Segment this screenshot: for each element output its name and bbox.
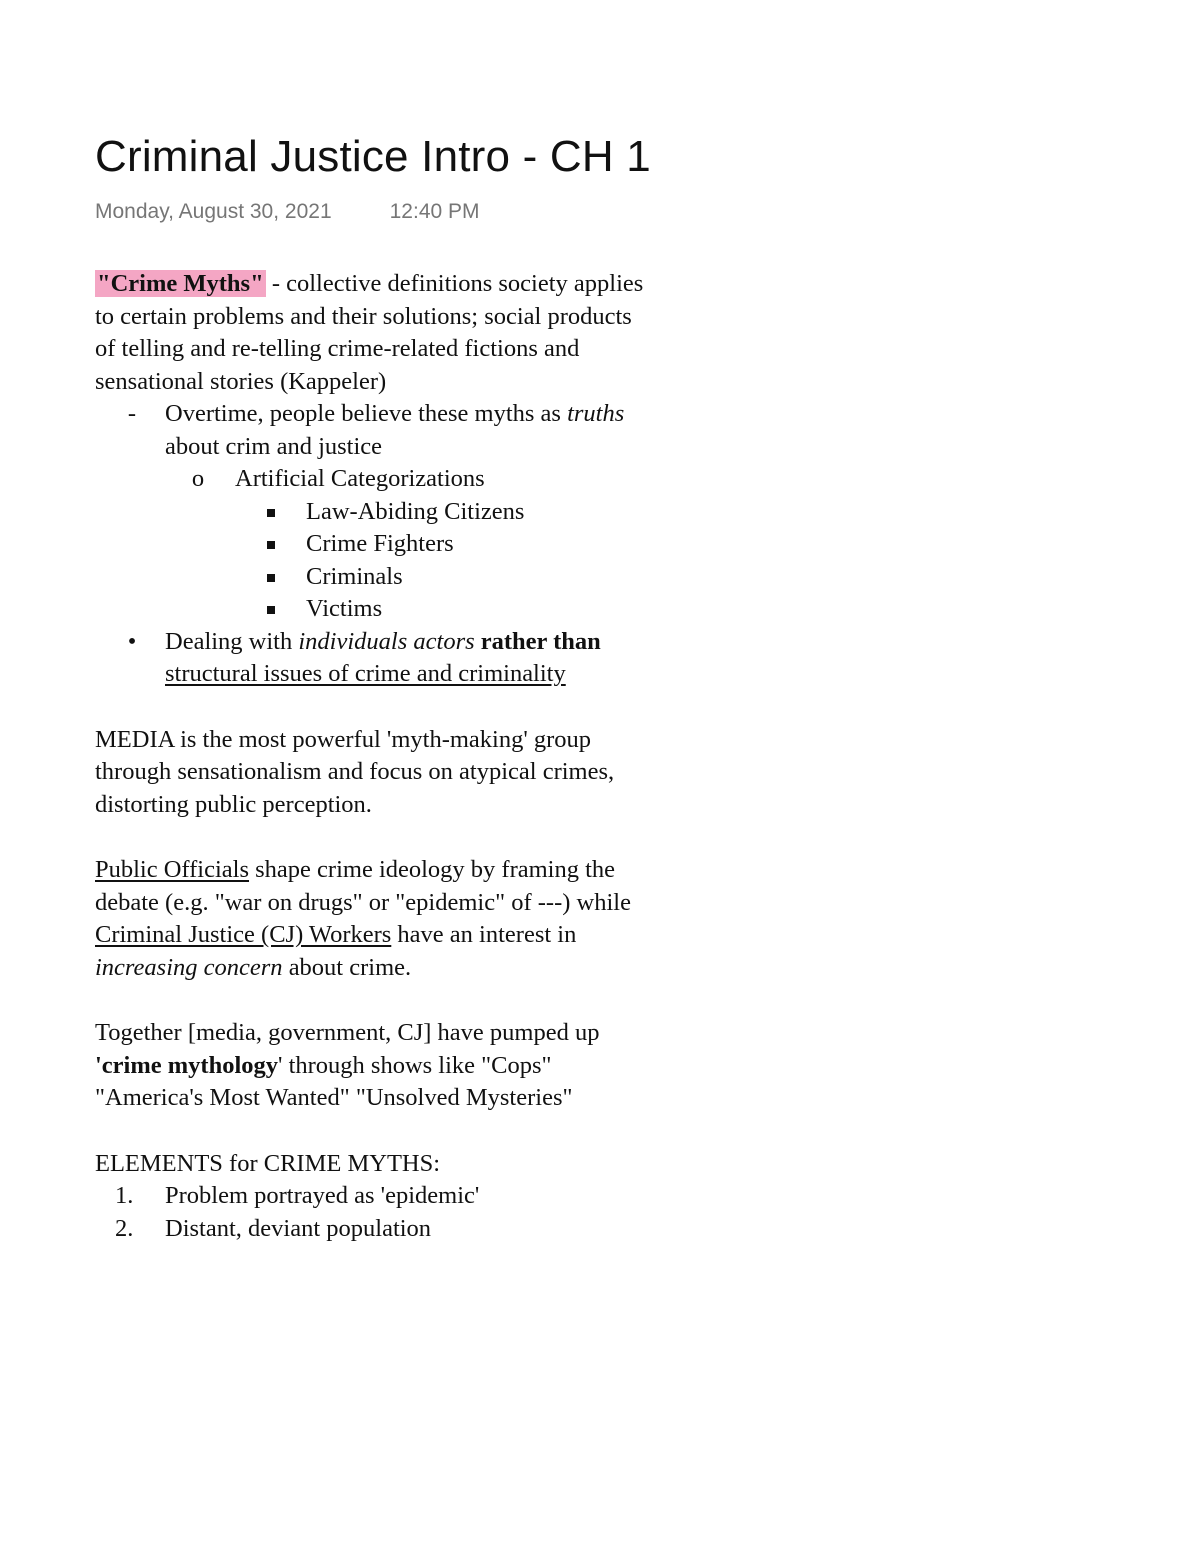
square-bullet-icon xyxy=(267,574,275,582)
individuals-actors-italic: individuals actors xyxy=(298,627,475,655)
media-paragraph: MEDIA is the most powerful 'myth-making' group through sensationalism and focus on atypical crimes, distorting public perception. xyxy=(95,725,615,818)
increasing-concern-italic: increasing concern xyxy=(95,953,283,981)
note-date: Monday, August 30, 2021 xyxy=(95,200,332,223)
category-label: Crime Fighters xyxy=(306,530,454,557)
item-number: 1. xyxy=(115,1182,134,1209)
crime-myths-list xyxy=(95,398,655,691)
square-bullet-icon xyxy=(267,606,275,614)
truths-italic: truths xyxy=(567,400,625,427)
element-text: Distant, deviant population xyxy=(165,1214,432,1242)
list-item xyxy=(95,626,655,691)
page-title: Criminal Justice Intro - CH 1 xyxy=(95,132,651,181)
list-item xyxy=(95,561,655,594)
list-item-text: about crim and justice xyxy=(165,432,383,460)
public-officials-underline: Public Officials xyxy=(95,856,250,883)
square-bullet-icon xyxy=(267,509,275,517)
category-label: Criminals xyxy=(306,562,403,590)
note-timestamp xyxy=(95,200,480,224)
elements-list xyxy=(95,1180,655,1245)
paragraph-text: Together [media, government, CJ] have pumped up xyxy=(95,1019,600,1046)
paragraph-text: ' through shows like "Cops" "America's Most Wanted" "Unsolved Mysteries" xyxy=(95,1051,573,1111)
dash-marker: - xyxy=(127,400,137,427)
together-paragraph xyxy=(95,1017,655,1115)
list-item xyxy=(95,398,655,463)
artificial-categorizations-label: Artificial Categorizations xyxy=(235,465,485,492)
square-bullet-icon xyxy=(267,541,275,549)
paragraph-text: have an interest in xyxy=(391,921,577,948)
officials-paragraph xyxy=(95,854,655,984)
list-item xyxy=(95,528,655,561)
category-label: Law-Abiding Citizens xyxy=(306,497,525,525)
crime-myths-definition: - collective definitions society applies to certain problems and their solutions; social products of telling and re-telling crime-related fictions and sensational stories (Kappeler) xyxy=(95,270,644,395)
rather-than-bold: rather than xyxy=(480,627,601,655)
paragraph-text: shape crime ideology by framing the debate (e.g. "war on drugs" or "epidemic" of ---) while xyxy=(95,856,631,916)
list-item xyxy=(95,1180,655,1213)
list-item xyxy=(95,463,655,496)
paragraph-text: about crime. xyxy=(282,953,412,981)
list-item xyxy=(95,593,655,626)
crime-myths-paragraph xyxy=(95,268,655,398)
list-item xyxy=(95,496,655,529)
cj-workers-underline: Criminal Justice (CJ) Workers xyxy=(95,921,392,948)
note-time: 12:40 PM xyxy=(389,200,480,223)
crime-myths-term: "Crime Myths" xyxy=(97,270,264,297)
list-item-text: Dealing with xyxy=(165,627,299,655)
note-body[interactable] xyxy=(95,268,655,1432)
structural-issues-underline: structural issues of crime and criminality xyxy=(165,660,566,687)
list-item xyxy=(95,1213,655,1246)
bullet-marker: • xyxy=(127,627,137,655)
circle-marker: o xyxy=(191,465,205,492)
elements-heading: ELEMENTS for CRIME MYTHS: xyxy=(95,1149,441,1177)
item-number: 2. xyxy=(115,1214,134,1242)
crime-mythology-bold: 'crime mythology xyxy=(95,1051,279,1079)
category-label: Victims xyxy=(306,595,383,622)
list-item-text: Overtime, people believe these myths as xyxy=(165,400,568,427)
element-text: Problem portrayed as 'epidemic' xyxy=(165,1182,480,1209)
